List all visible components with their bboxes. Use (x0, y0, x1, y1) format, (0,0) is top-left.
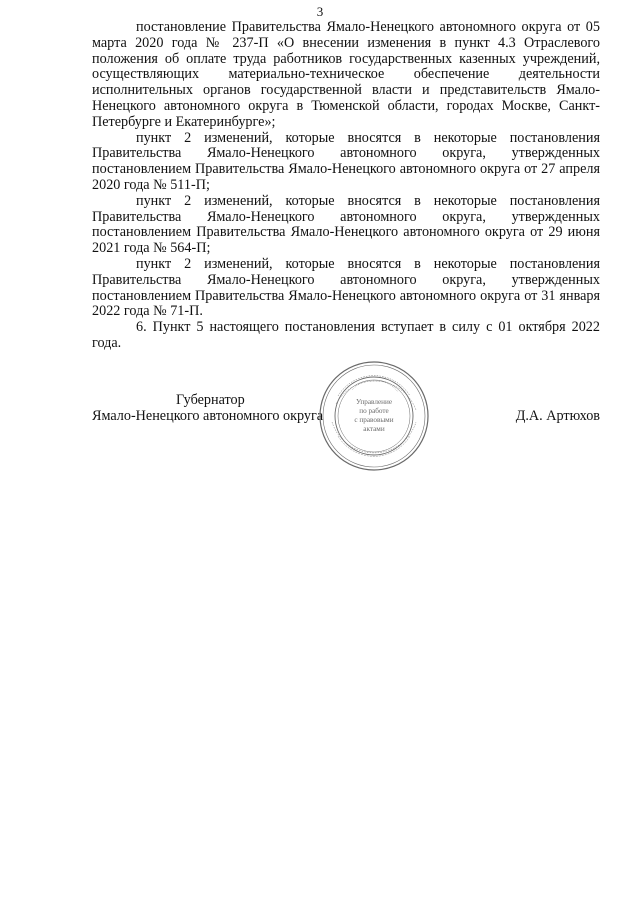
seal-text-line-4: актами (363, 425, 385, 433)
seal-text-line-1: Управление (355, 398, 393, 406)
paragraph-resolution-564: пункт 2 изменений, которые вносятся в некоторые постановления Правительства Ямало-Ненецкого автономного округа, утвержденных постановлением Правительства Ямало-Ненецкого автономного округа от 29 июня 2021 года № 564-П; (92, 192, 600, 257)
paragraph-resolution-237: постановление Правительства Ямало-Ненецкого автономного округа от 05 марта 2020 года № 237-П «О внесении изменения в пункт 4.3 Отраслевого положения об оплате труда работников государственных казенных учреждений, осуществляющих материально-техническое обеспечение деятельности исполнительных органов государственной власти и представительств Ямало-Ненецкого автономного округа в Тюменской области, городах Москве, Санкт-Петербурге и Екатеринбурге»; (92, 19, 600, 130)
governor-title: Губернатор (176, 392, 245, 408)
seal-text-line-3: с правовыми (354, 416, 394, 424)
paragraph-resolution-71: пункт 2 изменений, которые вносятся в некоторые постановления Правительства Ямало-Ненецкого автономного округа, утвержденных постановлением Правительства Ямало-Ненецкого автономного округа от 31 января 2022 года № 71-П. (92, 255, 600, 320)
seal-text-line-2: по работе (359, 407, 389, 415)
seal-stamp-icon (318, 360, 430, 472)
page-number: 3 (316, 4, 324, 19)
governor-name: Д.А. Артюхов (515, 408, 600, 424)
paragraph-resolution-511: пункт 2 изменений, которые вносятся в некоторые постановления Правительства Ямало-Ненецкого автономного округа, утвержденных постановлением Правительства Ямало-Ненецкого автономного округа от 27 апреля 2020 года № 511-П; (92, 129, 600, 193)
governor-region: Ямало-Ненецкого автономного округа (92, 408, 324, 424)
document-body (92, 20, 600, 352)
paragraph-effective-date: 6. Пункт 5 настоящего постановления вступает в силу с 01 октября 2022 года. (92, 319, 600, 351)
